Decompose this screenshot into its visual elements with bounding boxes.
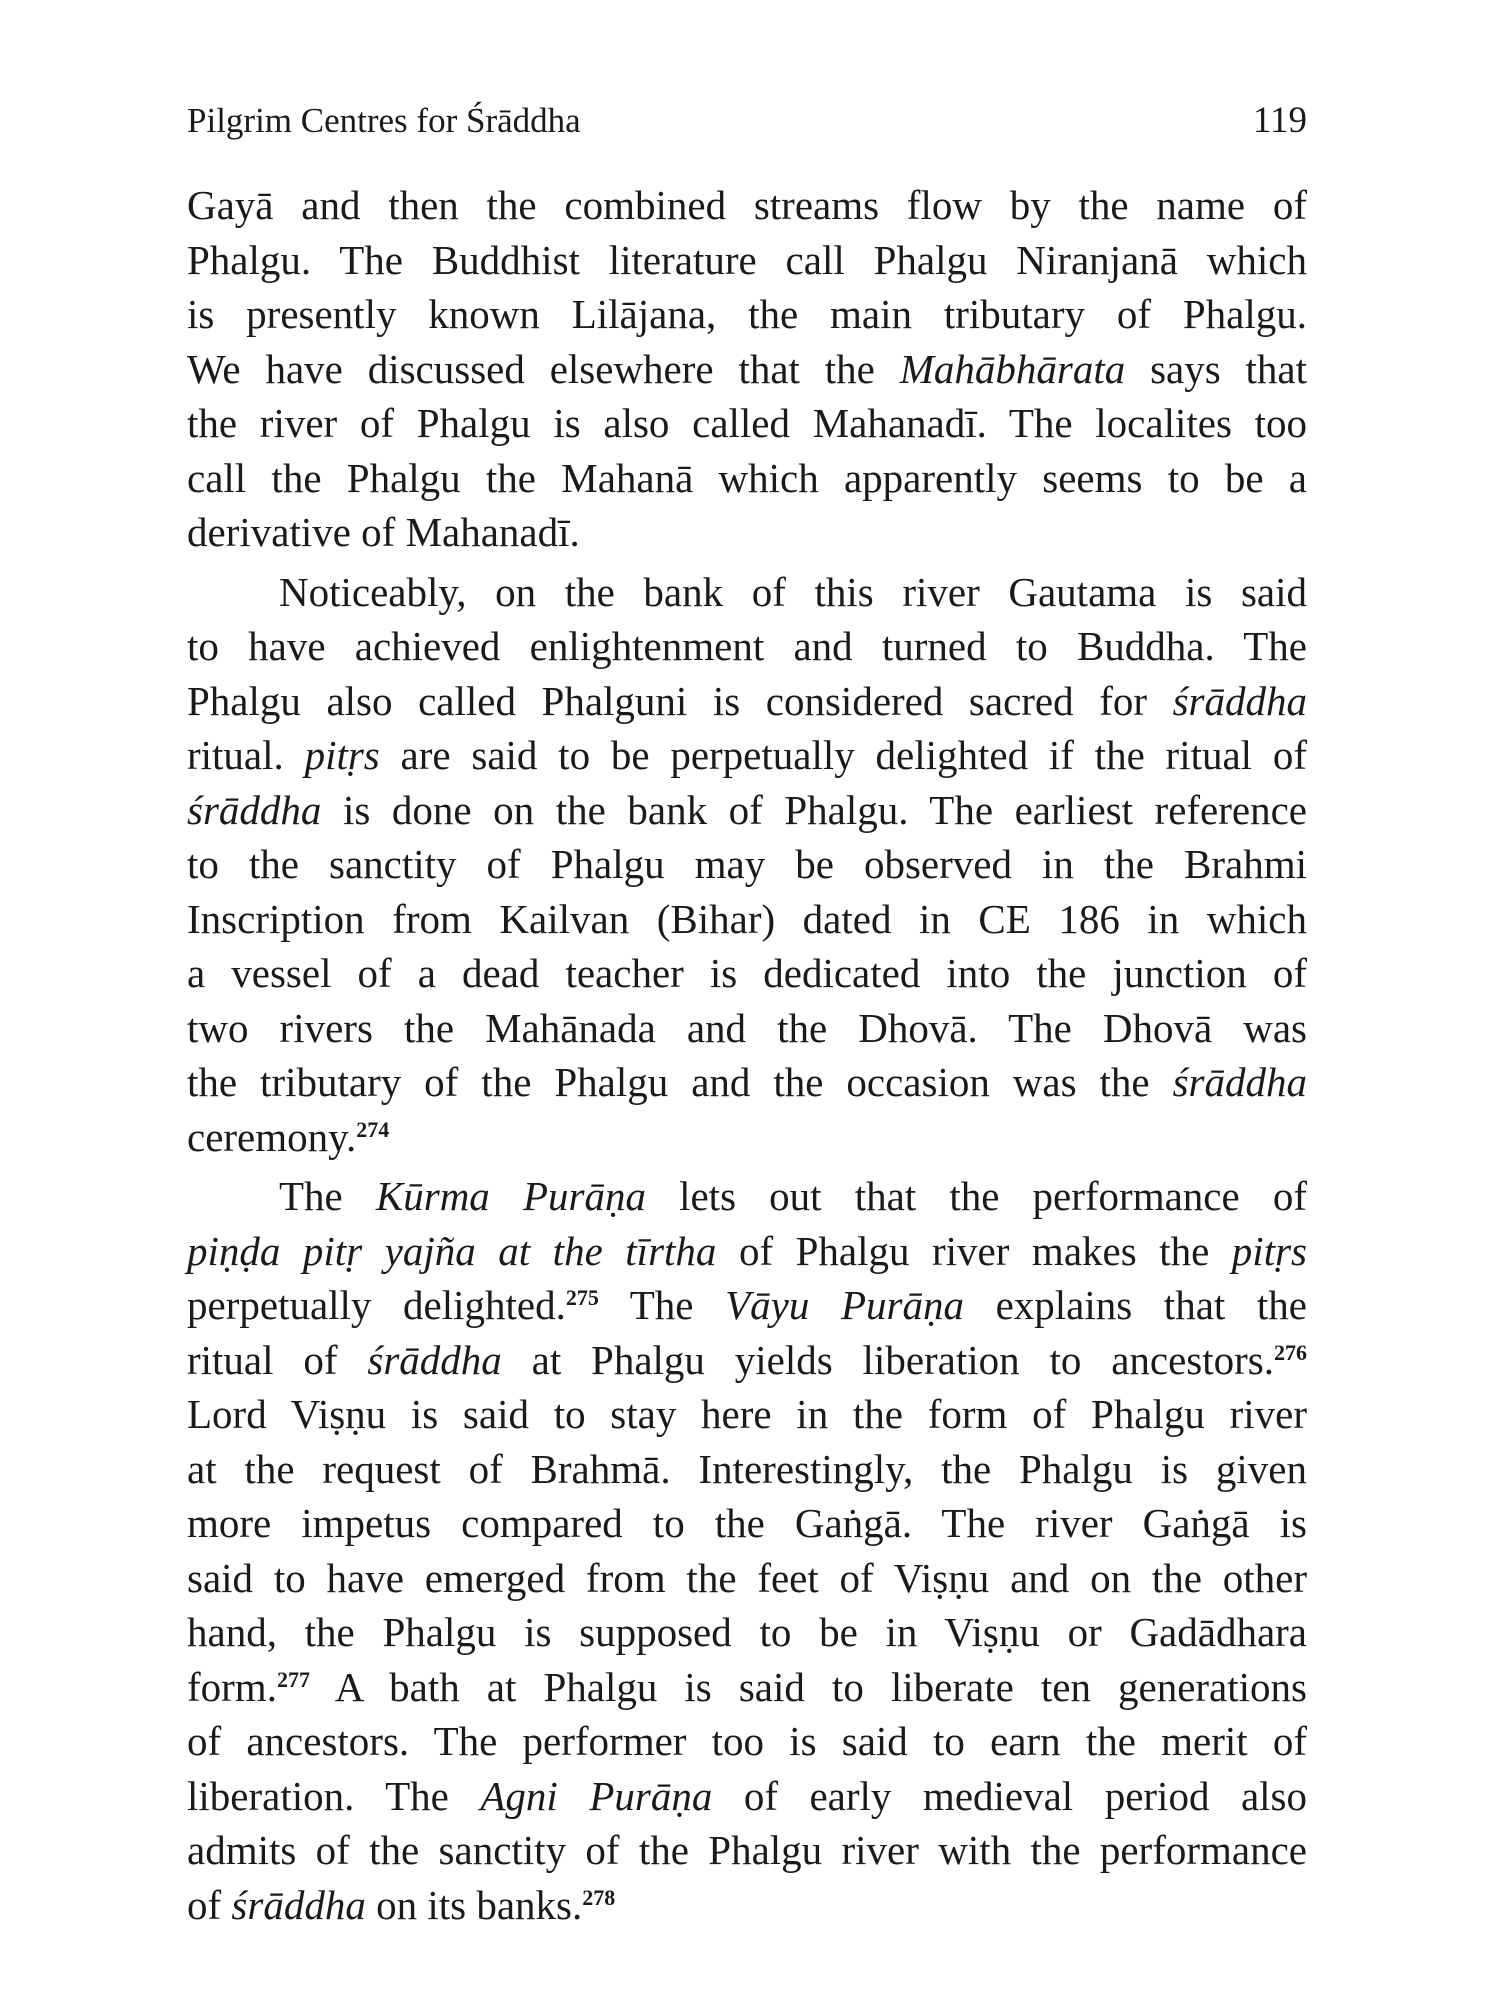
body-text bbox=[187, 178, 1307, 1932]
text-line bbox=[187, 1442, 1307, 1497]
italic-term: pitṛs bbox=[304, 732, 380, 778]
text-run: liberation. The bbox=[187, 1772, 481, 1819]
footnote-reference: 277 bbox=[276, 1666, 310, 1692]
italic-term: śrāddha bbox=[187, 786, 322, 833]
text-line bbox=[187, 1055, 1307, 1110]
text-line bbox=[187, 1387, 1307, 1442]
text-line bbox=[187, 946, 1307, 1001]
text-run: of ancestors. The performer too is said to earn the merit of bbox=[187, 1718, 1307, 1764]
text-run: more impetus compared to the Gaṅgā. The river Gaṅgā is bbox=[187, 1500, 1307, 1546]
text-run: We have discussed elsewhere that the bbox=[187, 345, 900, 392]
text-run: the tributary of the Phalgu and the occasion was the bbox=[187, 1059, 1173, 1105]
text-run: to have achieved enlightenment and turned to Buddha. The bbox=[187, 623, 1307, 669]
text-line bbox=[187, 396, 1307, 451]
text-line bbox=[187, 505, 1307, 560]
footnote-reference: 275 bbox=[565, 1285, 599, 1310]
text-run: perpetually delighted. bbox=[187, 1282, 566, 1328]
text-line bbox=[187, 287, 1307, 342]
footnote-reference: 276 bbox=[1274, 1339, 1308, 1365]
text-run: ceremony. bbox=[187, 1113, 357, 1160]
footnote-reference: 274 bbox=[356, 1116, 390, 1142]
text-run: said to have emerged from the feet of Viṣṇu and on the other bbox=[187, 1554, 1307, 1601]
paragraph bbox=[187, 178, 1307, 560]
running-header bbox=[187, 96, 1307, 146]
text-run: hand, the Phalgu is supposed to be in Viṣṇu or Gadādhara bbox=[187, 1609, 1307, 1655]
text-line bbox=[187, 1278, 1307, 1333]
italic-term: Mahābhārata bbox=[899, 345, 1126, 392]
text-line bbox=[187, 1823, 1307, 1878]
text-line bbox=[187, 674, 1307, 729]
text-run: Phalgu also called Phalguni is considered sacred for bbox=[187, 677, 1173, 724]
text-line bbox=[187, 837, 1307, 892]
text-run: admits of the sanctity of the Phalgu river with the performance bbox=[187, 1827, 1307, 1873]
text-run: A bath at Phalgu is said to liberate ten generations bbox=[309, 1663, 1307, 1710]
text-run: is presently known Lilājana, the main tributary of Phalgu. bbox=[187, 291, 1307, 337]
text-run: at Phalgu yields liberation to ancestors. bbox=[501, 1336, 1275, 1383]
text-line bbox=[187, 728, 1307, 783]
text-line bbox=[187, 1169, 1307, 1224]
text-run: the river of Phalgu is also called Mahanadī. The localites too bbox=[187, 400, 1307, 446]
text-run: says that bbox=[1125, 345, 1307, 392]
text-run: Lord Viṣṇu is said to stay here in the form of Phalgu river bbox=[187, 1391, 1307, 1437]
text-run: ritual. bbox=[187, 732, 305, 778]
text-run: Gayā and then the combined streams flow by the name of bbox=[187, 182, 1307, 228]
text-line bbox=[187, 1110, 1307, 1165]
text-line bbox=[187, 892, 1307, 947]
text-run: to the sanctity of Phalgu may be observed in the Brahmi bbox=[187, 841, 1307, 887]
text-line bbox=[187, 1496, 1307, 1551]
text-line bbox=[187, 1001, 1307, 1056]
text-run: derivative of Mahanadī. bbox=[187, 509, 580, 555]
text-line bbox=[187, 783, 1307, 838]
text-run: of bbox=[187, 1881, 232, 1928]
text-line bbox=[187, 1605, 1307, 1660]
text-line bbox=[187, 342, 1307, 397]
paragraph bbox=[187, 1169, 1307, 1932]
text-line bbox=[187, 233, 1307, 288]
italic-term: Agni Purāṇa bbox=[480, 1772, 713, 1819]
text-line bbox=[187, 1878, 1307, 1933]
text-run: is done on the bank of Phalgu. The earliest reference bbox=[321, 786, 1307, 833]
text-line bbox=[187, 1333, 1307, 1388]
italic-term: śrāddha bbox=[367, 1336, 502, 1383]
italic-term: pitṛs bbox=[1231, 1227, 1307, 1274]
italic-term: piṇḍa pitṛ yajña at the tīrtha bbox=[187, 1227, 717, 1274]
text-line bbox=[187, 178, 1307, 233]
text-line bbox=[187, 1660, 1307, 1715]
text-line bbox=[187, 565, 1307, 620]
text-run: of early medieval period also bbox=[712, 1772, 1307, 1819]
text-run: on its banks. bbox=[365, 1881, 583, 1928]
text-run: two rivers the Mahānada and the Dhovā. The Dhovā was bbox=[187, 1004, 1307, 1051]
running-title: Pilgrim Centres for Śrāddha bbox=[187, 101, 581, 140]
italic-term: śrāddha bbox=[1172, 677, 1307, 724]
text-run: The bbox=[598, 1282, 726, 1328]
text-run: lets out that the performance of bbox=[645, 1173, 1307, 1219]
text-line bbox=[187, 1714, 1307, 1769]
text-run: call the Phalgu the Mahanā which apparently seems to be a bbox=[187, 454, 1307, 501]
text-line bbox=[187, 1551, 1307, 1606]
text-run: ritual of bbox=[187, 1336, 368, 1383]
italic-term: Kūrma Purāṇa bbox=[375, 1173, 646, 1219]
text-run: a vessel of a dead teacher is dedicated into the junction of bbox=[187, 950, 1307, 996]
text-run: of Phalgu river makes the bbox=[716, 1227, 1232, 1274]
text-run: The bbox=[279, 1173, 376, 1219]
footnote-reference: 278 bbox=[582, 1884, 616, 1910]
italic-term: Vāyu Purāṇa bbox=[725, 1282, 964, 1328]
text-line bbox=[187, 1224, 1307, 1279]
text-line bbox=[187, 1769, 1307, 1824]
text-run: Inscription from Kailvan (Bihar) dated in CE 186 in which bbox=[187, 895, 1307, 942]
text-run: Phalgu. The Buddhist literature call Phalgu Niranjanā which bbox=[187, 236, 1307, 283]
text-line bbox=[187, 619, 1307, 674]
text-run: at the request of Brahmā. Interestingly, the Phalgu is given bbox=[187, 1445, 1307, 1492]
text-run: explains that the bbox=[963, 1282, 1307, 1328]
text-run: are said to be perpetually delighted if the ritual of bbox=[379, 732, 1308, 778]
text-run: Noticeably, on the bank of this river Gautama is said bbox=[279, 568, 1307, 615]
page-number: 119 bbox=[1252, 100, 1307, 141]
text-line bbox=[187, 451, 1307, 506]
italic-term: śrāddha bbox=[1172, 1059, 1307, 1105]
text-run: form. bbox=[187, 1663, 277, 1710]
paragraph bbox=[187, 565, 1307, 1165]
italic-term: śrāddha bbox=[231, 1881, 366, 1928]
